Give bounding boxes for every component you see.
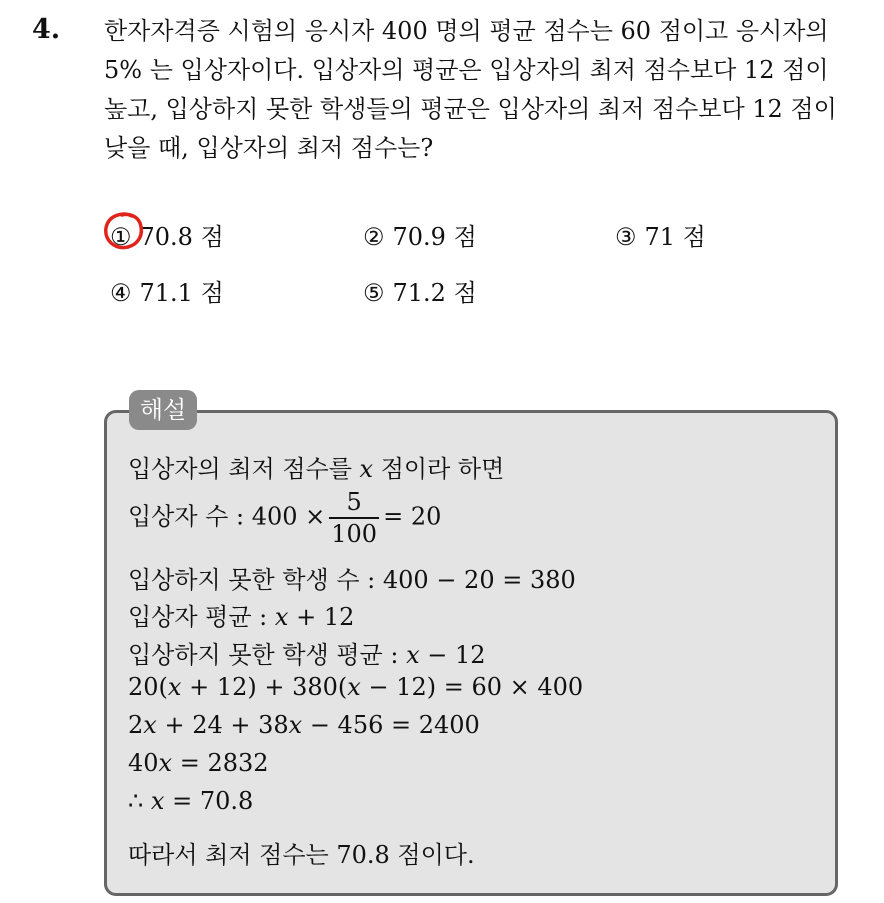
solution-tab-label: 해설 (129, 390, 197, 430)
solution-line-7-c: − 456 = 2400 (302, 711, 480, 739)
solution-line-2-result: = 20 (383, 502, 442, 531)
fraction-numerator: 5 (346, 488, 362, 516)
choice-4-text: 71.1 점 (139, 279, 224, 307)
solution-line-7 (128, 711, 480, 739)
solution-line-4 (128, 597, 354, 632)
choice-2-text: 70.9 점 (392, 223, 477, 251)
choice-1-mark: ① (110, 223, 132, 251)
solution-line-6-c: − 12) = 60 × 400 (360, 673, 584, 701)
question-number: 4. (32, 14, 61, 45)
solution-line-6-var-2: x (347, 673, 361, 701)
solution-line-5 (128, 635, 486, 670)
solution-line-8-var: x (158, 749, 173, 777)
solution-line-1-var: x (359, 455, 374, 483)
solution-line-8 (128, 749, 269, 777)
choice-3-mark: ③ (615, 223, 637, 251)
solution-line-1 (128, 449, 504, 484)
solution-line-5-var: x (406, 641, 420, 669)
solution-line-2 (128, 487, 441, 549)
choice-3[interactable] (615, 217, 706, 252)
solution-line-8-b: = 2832 (172, 749, 269, 777)
solution-line-1-pre: 입상자의 최저 점수를 (128, 455, 360, 483)
solution-line-1-post: 점이라 하면 (373, 455, 505, 483)
choice-4-mark: ④ (110, 279, 132, 307)
solution-line-9 (128, 787, 253, 815)
choice-2[interactable] (363, 217, 477, 252)
solution-line-6 (128, 673, 583, 701)
solution-conclusion: 따라서 최저 점수는 70.8 점이다. (128, 841, 475, 869)
solution-line-7-a: 2 (128, 711, 144, 739)
solution-line-2-label: 입상자 수 : 400 × (128, 502, 326, 531)
solution-line-9-b: = 70.8 (164, 787, 254, 815)
choice-2-mark: ② (363, 223, 385, 251)
solution-line-9-var: x (150, 787, 165, 815)
solution-line-5-rest: − 12 (419, 641, 486, 669)
fraction-denominator: 100 (329, 517, 379, 549)
choice-1-text: 70.8 점 (139, 223, 224, 251)
solution-line-6-a: 20( (128, 673, 168, 701)
solution-line-8-a: 40 (128, 749, 159, 777)
choice-5-mark: ⑤ (363, 279, 385, 307)
question-line-1: 한자자격증 시험의 응시자 400 명의 평균 점수는 60 점이고 응시자의 (104, 17, 829, 45)
question-line-4: 낮을 때, 입상자의 최저 점수는? (104, 134, 434, 162)
solution-line-7-var-2: x (288, 711, 303, 739)
question-line-3: 높고, 입상하지 못한 학생들의 평균은 입상자의 최저 점수보다 12 점이 (104, 95, 837, 123)
choice-4[interactable] (110, 273, 224, 308)
solution-line-4-rest: + 12 (288, 603, 355, 631)
solution-line-6-var-1: x (167, 673, 182, 701)
choice-5-text: 71.2 점 (392, 279, 477, 307)
choice-1[interactable] (110, 217, 224, 252)
choice-5[interactable] (363, 273, 477, 308)
solution-line-7-b: + 24 + 38 (156, 711, 289, 739)
solution-line-4-label: 입상자 평균 : (128, 603, 275, 631)
solution-line-3: 입상하지 못한 학생 수 : 400 − 20 = 380 (128, 566, 576, 594)
therefore-symbol: ∴ (128, 787, 151, 815)
fraction (329, 487, 379, 549)
solution-line-5-label: 입상하지 못한 학생 평균 : (128, 641, 407, 669)
solution-line-6-b: + 12) + 380( (181, 673, 348, 701)
question-text (104, 12, 864, 168)
solution-line-4-var: x (274, 603, 289, 631)
question-line-2: 5% 는 입상자이다. 입상자의 평균은 입상자의 최저 점수보다 12 점이 (104, 56, 829, 84)
solution-line-7-var-1: x (143, 711, 157, 739)
choice-3-text: 71 점 (644, 223, 706, 251)
